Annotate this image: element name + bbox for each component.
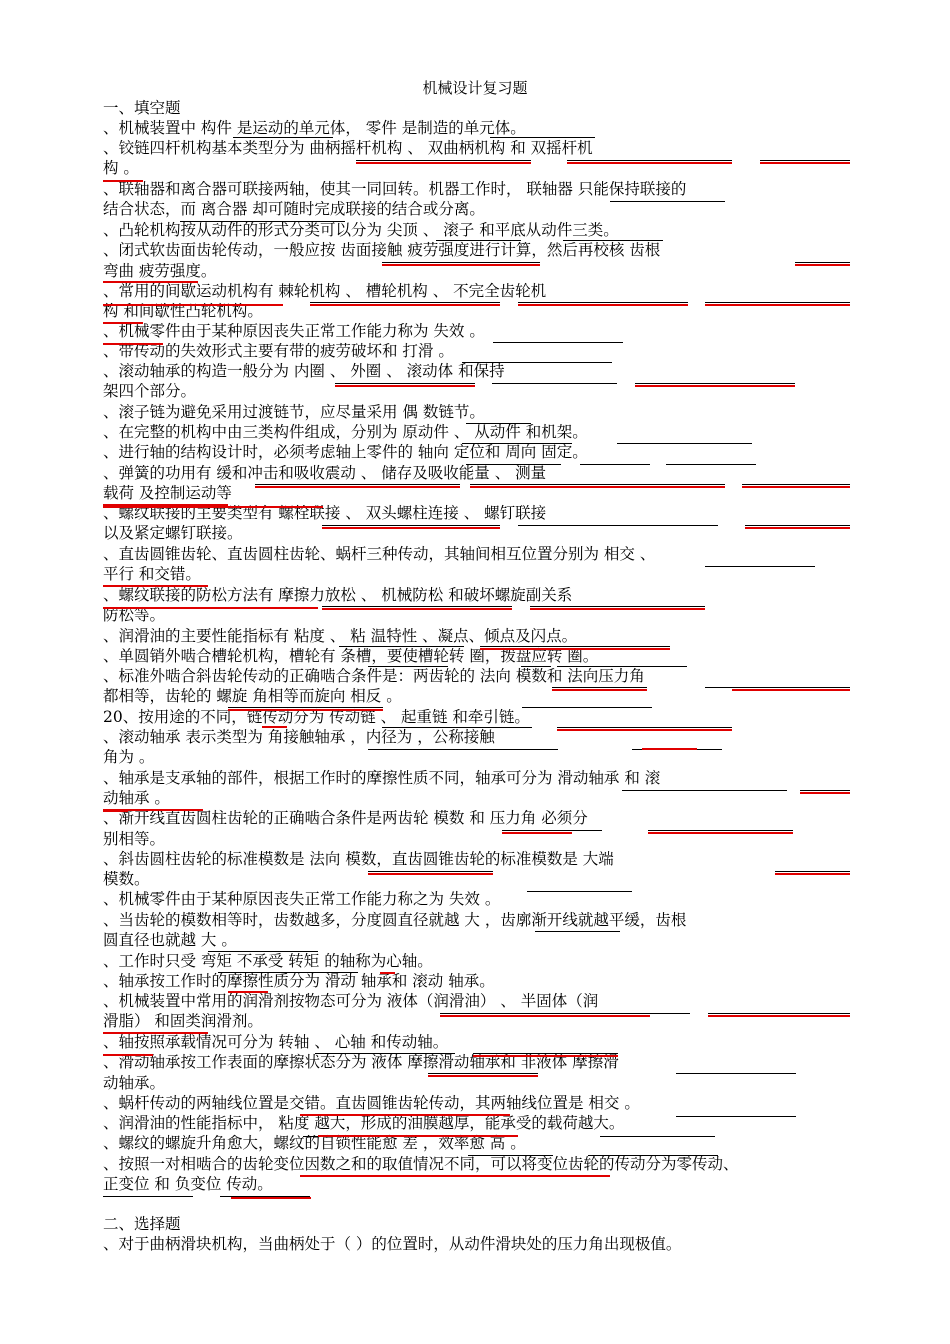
blank-underline	[368, 871, 493, 872]
blank-underline	[795, 262, 850, 263]
text-line: 、螺纹联接的防松方法有 摩擦力放松 、 机械防松 和破坏螺旋副关系	[103, 586, 573, 604]
text-line: 、渐开线直齿圆柱齿轮的正确啮合条件是两齿轮 模数 和 压力角 必须分	[103, 809, 588, 827]
red-annotation-underline	[335, 385, 475, 387]
text-line: 动轴承 。	[103, 789, 170, 807]
blank-underline	[530, 606, 705, 607]
text-line: 结合状态，而 离合器 却可随时完成联接的结合或分离。	[103, 200, 485, 218]
red-annotation-underline	[228, 709, 383, 711]
red-annotation-underline	[103, 810, 128, 812]
text-line: 载荷 及控制运动等	[103, 484, 232, 502]
text-line: 、进行轴的结构设计时，必须考虑轴上零件的 轴向 定位和 周向 固定。	[103, 443, 588, 461]
blank-underline	[228, 707, 383, 708]
red-annotation-underline	[760, 162, 850, 164]
text-line: 模数。	[103, 870, 150, 888]
blank-underline	[462, 443, 572, 444]
blank-underline	[208, 951, 318, 952]
red-annotation-underline	[382, 264, 540, 266]
red-annotation-underline	[428, 1075, 538, 1077]
blank-underline	[493, 342, 623, 343]
blank-underline	[588, 1155, 718, 1156]
red-annotation-underline	[440, 1015, 650, 1017]
text-line: 20、按用途的不同，链传动分为 传动链 、 起重链 和牵引链。	[103, 708, 530, 726]
red-annotation-underline	[530, 608, 705, 610]
blank-underline	[462, 362, 612, 363]
blank-underline	[622, 790, 787, 791]
blank-underline	[436, 240, 521, 241]
text-line: 、蜗杆传动的两轴线位置是交错。直齿圆锥齿轮传动，其两轴线位置是 相交 。	[103, 1094, 640, 1112]
text-line: 、对于曲柄滑块机构，当曲柄处于（ ）的位置时，从动件滑块处的压力角出现极值。	[103, 1235, 682, 1253]
red-annotation-underline	[103, 1032, 208, 1034]
blank-underline	[760, 160, 850, 161]
blank-underline	[648, 830, 793, 831]
text-line: 、机械装置中 构件 是运动的单元体， 零件 是制造的单元体。	[103, 119, 526, 137]
blank-underline	[382, 727, 532, 728]
text-line: 、带传动的失效形式主要有带的疲劳破坏和 打滑 。	[103, 342, 454, 360]
red-annotation-underline	[103, 607, 318, 609]
text-line: 圆直径也就越 大 。	[103, 931, 237, 949]
text-line: 、轴按照承载情况可分为 转轴 、 心轴 和传动轴。	[103, 1033, 449, 1051]
text-line: 、常用的间歇运动机构有 棘轮机构 、 槽轮机构 、 不完全齿轮机	[103, 282, 547, 300]
blank-underline	[322, 606, 512, 607]
text-line: 平行 和交错。	[103, 565, 201, 583]
red-annotation-underline	[502, 832, 572, 834]
blank-underline	[335, 383, 475, 384]
red-annotation-underline	[732, 689, 850, 691]
text-line: 、凸轮机构按从动件的形式分类可以分为 尖顶 、 滚子 和平底从动件三类。	[103, 221, 619, 239]
blank-underline	[218, 972, 358, 973]
red-annotation-underline	[795, 264, 850, 266]
red-annotation-underline	[300, 1175, 610, 1177]
red-annotation-underline	[231, 1197, 311, 1199]
blank-underline	[666, 464, 756, 465]
text-line: 、铰链四杆机构基本类型分为 曲柄摇杆机构 、 双曲柄机构 和 双摇杆机	[103, 139, 593, 157]
text-line: 、润滑油的主要性能指标有 粘度 、 粘 温特性 、凝点、倾点及闪点。	[103, 627, 578, 645]
text-line: 、机械装置中常用的润滑剂按物态可分为 液体（润滑油） 、 半固体（润	[103, 992, 599, 1010]
blank-underline	[490, 137, 595, 138]
red-annotation-underline	[800, 792, 850, 794]
text-line: 滑脂） 和固类润滑剂。	[103, 1012, 263, 1030]
text-line: 、按照一对相啮合的齿轮变位因数之和的取值情况不同，可以将变位齿轮的传动分为零传动、	[103, 1155, 739, 1173]
red-annotation-underline	[103, 1054, 153, 1056]
red-annotation-underline	[635, 385, 795, 387]
text-line: 、斜齿圆柱齿轮的标准模数是 法向 模数，直齿圆锥齿轮的标准模数是 大端	[103, 850, 614, 868]
blank-underline	[180, 221, 345, 222]
text-line: 构 和间歇性凸轮机构。	[103, 302, 263, 320]
text-line: 、联轴器和离合器可联接两轴，使其一同回转。机器工作时， 联轴器 只能保持联接的	[103, 180, 687, 198]
blank-underline	[800, 790, 850, 791]
text-line: 角为 。	[103, 748, 155, 766]
red-annotation-underline	[705, 304, 850, 306]
blank-underline	[315, 1053, 455, 1054]
blank-underline	[708, 1013, 850, 1014]
text-line: 弯曲 疲劳强度。	[103, 262, 217, 280]
blank-underline	[518, 525, 718, 526]
text-line: 动轴承。	[103, 1074, 166, 1092]
blank-underline	[563, 240, 663, 241]
text-line: 、工作时只受 弯矩 不承受 转矩 的轴称为心轴。	[103, 952, 433, 970]
text-line: 都相等，齿轮的 螺旋 角相等而旋向 相反 。	[103, 687, 402, 705]
text-line: 架四个部分。	[103, 382, 197, 400]
red-annotation-underline	[103, 180, 143, 182]
blank-underline	[470, 484, 725, 485]
blank-underline	[466, 464, 561, 465]
text-line: 、轴承是支承轴的部件，根据工作时的摩擦性质不同，轴承可分为 滑动轴承 和 滚	[103, 769, 661, 787]
text-line: 、润滑油的性能指标中， 粘度 越大，形成的油膜越厚，能承受的载荷越大。	[103, 1114, 625, 1132]
text-line: 别相等。	[103, 830, 166, 848]
red-annotation-underline	[473, 1055, 618, 1057]
blank-underline	[322, 525, 500, 526]
red-annotation-underline	[745, 527, 850, 529]
text-line: 、单圆销外啮合槽轮机构，槽轮有 条槽，要使槽轮转 圈，拨盘应转 圈。	[103, 647, 599, 665]
blank-underline	[567, 160, 732, 161]
text-line: 、滚动轴承 表示类型为 角接触轴承 ，内径为 ，公称接触	[103, 728, 495, 746]
red-annotation-underline	[318, 1135, 518, 1137]
blank-underline	[635, 383, 795, 384]
blank-underline	[356, 160, 531, 161]
blank-underline	[466, 423, 531, 424]
red-annotation-underline	[262, 726, 287, 728]
blank-underline	[535, 931, 620, 932]
blank-underline	[440, 1013, 690, 1014]
red-annotation-underline	[255, 486, 460, 488]
blank-underline	[368, 666, 448, 667]
blank-underline	[518, 302, 688, 303]
red-annotation-underline	[742, 486, 850, 488]
blank-underline	[775, 871, 850, 872]
text-line: 、直齿圆锥齿轮、直齿圆柱齿轮、蜗杆三种传动，其轴间相互位置分别为 相交 、	[103, 545, 656, 563]
text-line: 、闭式软齿面齿轮传动，一般应按 齿面接触 疲劳强度进行计算，然后再校核 齿根	[103, 241, 661, 259]
red-annotation-underline	[103, 506, 323, 508]
text-line: 二、选择题	[103, 1215, 181, 1233]
red-annotation-underline	[322, 608, 512, 610]
blank-underline	[103, 1196, 193, 1197]
blank-underline	[745, 525, 850, 526]
blank-underline	[521, 666, 551, 667]
red-annotation-underline	[380, 972, 395, 974]
red-annotation-underline	[642, 748, 697, 750]
blank-underline	[676, 1073, 796, 1074]
red-annotation-underline	[557, 729, 732, 731]
blank-underline	[610, 201, 725, 202]
blank-underline	[473, 1053, 618, 1054]
red-annotation-underline	[228, 991, 268, 993]
blank-underline	[233, 137, 333, 138]
text-line: 正变位 和 负变位 传动。	[103, 1175, 273, 1193]
red-annotation-underline	[300, 1114, 510, 1116]
red-annotation-underline	[103, 585, 208, 587]
red-annotation-underline	[567, 162, 732, 164]
text-line: 、轴承按工作时的摩擦性质分为 滑动 轴承和 滚动 轴承。	[103, 972, 495, 990]
blank-underline	[742, 484, 850, 485]
red-annotation-underline	[708, 1015, 850, 1017]
blank-underline	[492, 383, 617, 384]
page-title: 机械设计复习题	[422, 79, 528, 97]
text-line: 防松等。	[103, 606, 166, 624]
red-annotation-underline	[648, 832, 793, 834]
blank-underline	[339, 646, 464, 647]
blank-underline	[732, 687, 850, 688]
text-line: 、机械零件由于某种原因丧失正常工作能力称之为 失效 。	[103, 890, 501, 908]
text-line: 一、填空题	[103, 99, 181, 117]
blank-underline	[522, 707, 652, 708]
blank-underline	[255, 484, 460, 485]
text-line: 、滚动轴承的构造一般分为 内圈 、 外圈 、 滚动体 和保持	[103, 362, 505, 380]
blank-underline	[480, 646, 670, 647]
blank-underline	[310, 302, 500, 303]
text-line: 、螺纹联接的主要类型有 螺栓联接 、 双头螺柱连接 、 螺钉联接	[103, 504, 547, 522]
blank-underline	[705, 566, 815, 567]
red-annotation-underline	[775, 873, 850, 875]
red-annotation-underline	[322, 527, 500, 529]
text-line: 、在完整的机构中由三类构件组成，分别为 原动件 、 从动件 和机架。	[103, 423, 588, 441]
text-line: 构 。	[103, 159, 139, 177]
text-line: 、滚子链为避免采用过渡链节，应尽量采用 偶 数链节。	[103, 403, 485, 421]
red-annotation-underline	[470, 486, 725, 488]
blank-underline	[382, 262, 540, 263]
blank-underline	[557, 666, 687, 667]
text-line: 、螺纹的螺旋升角愈大，螺纹的自锁性能愈 差 ，效率愈 高 。	[103, 1134, 526, 1152]
red-annotation-underline	[103, 304, 283, 306]
red-annotation-underline	[310, 304, 500, 306]
red-annotation-underline	[103, 322, 143, 324]
blank-underline	[502, 830, 602, 831]
blank-underline	[617, 443, 752, 444]
text-line: 、弹簧的功用有 缓和冲击和吸收震动 、 储存及吸收能量 、 测量	[103, 464, 547, 482]
red-annotation-underline	[552, 689, 647, 691]
blank-underline	[428, 1073, 538, 1074]
blank-underline	[676, 1116, 796, 1117]
red-annotation-underline	[368, 873, 493, 875]
red-annotation-underline	[103, 343, 163, 345]
text-line: 、标准外啮合斜齿轮传动的正确啮合条件是：两齿轮的 法向 模数和 法向压力角	[103, 667, 645, 685]
red-annotation-underline	[480, 648, 670, 650]
text-line: 、机械零件由于某种原因丧失正常工作能力称为 失效 。	[103, 322, 485, 340]
text-line: 、滑动轴承按工作表面的摩擦状态分为 液体 摩擦滑动轴承和 非液体 摩擦滑	[103, 1053, 619, 1071]
red-annotation-underline	[518, 304, 688, 306]
blank-underline	[557, 727, 732, 728]
blank-underline	[368, 749, 558, 750]
text-line: 以及紧定螺钉联接。	[103, 524, 243, 542]
text-line: 、当齿轮的模数相等时，齿数越多，分度圆直径就越 大 ，齿廓渐开线就越平缓，齿根	[103, 911, 687, 929]
blank-underline	[552, 687, 647, 688]
red-annotation-underline	[356, 162, 531, 164]
blank-underline	[705, 302, 850, 303]
blank-underline	[580, 464, 650, 465]
blank-underline	[600, 1136, 715, 1137]
red-annotation-underline	[103, 281, 198, 283]
blank-underline	[468, 1155, 553, 1156]
blank-underline	[527, 891, 632, 892]
